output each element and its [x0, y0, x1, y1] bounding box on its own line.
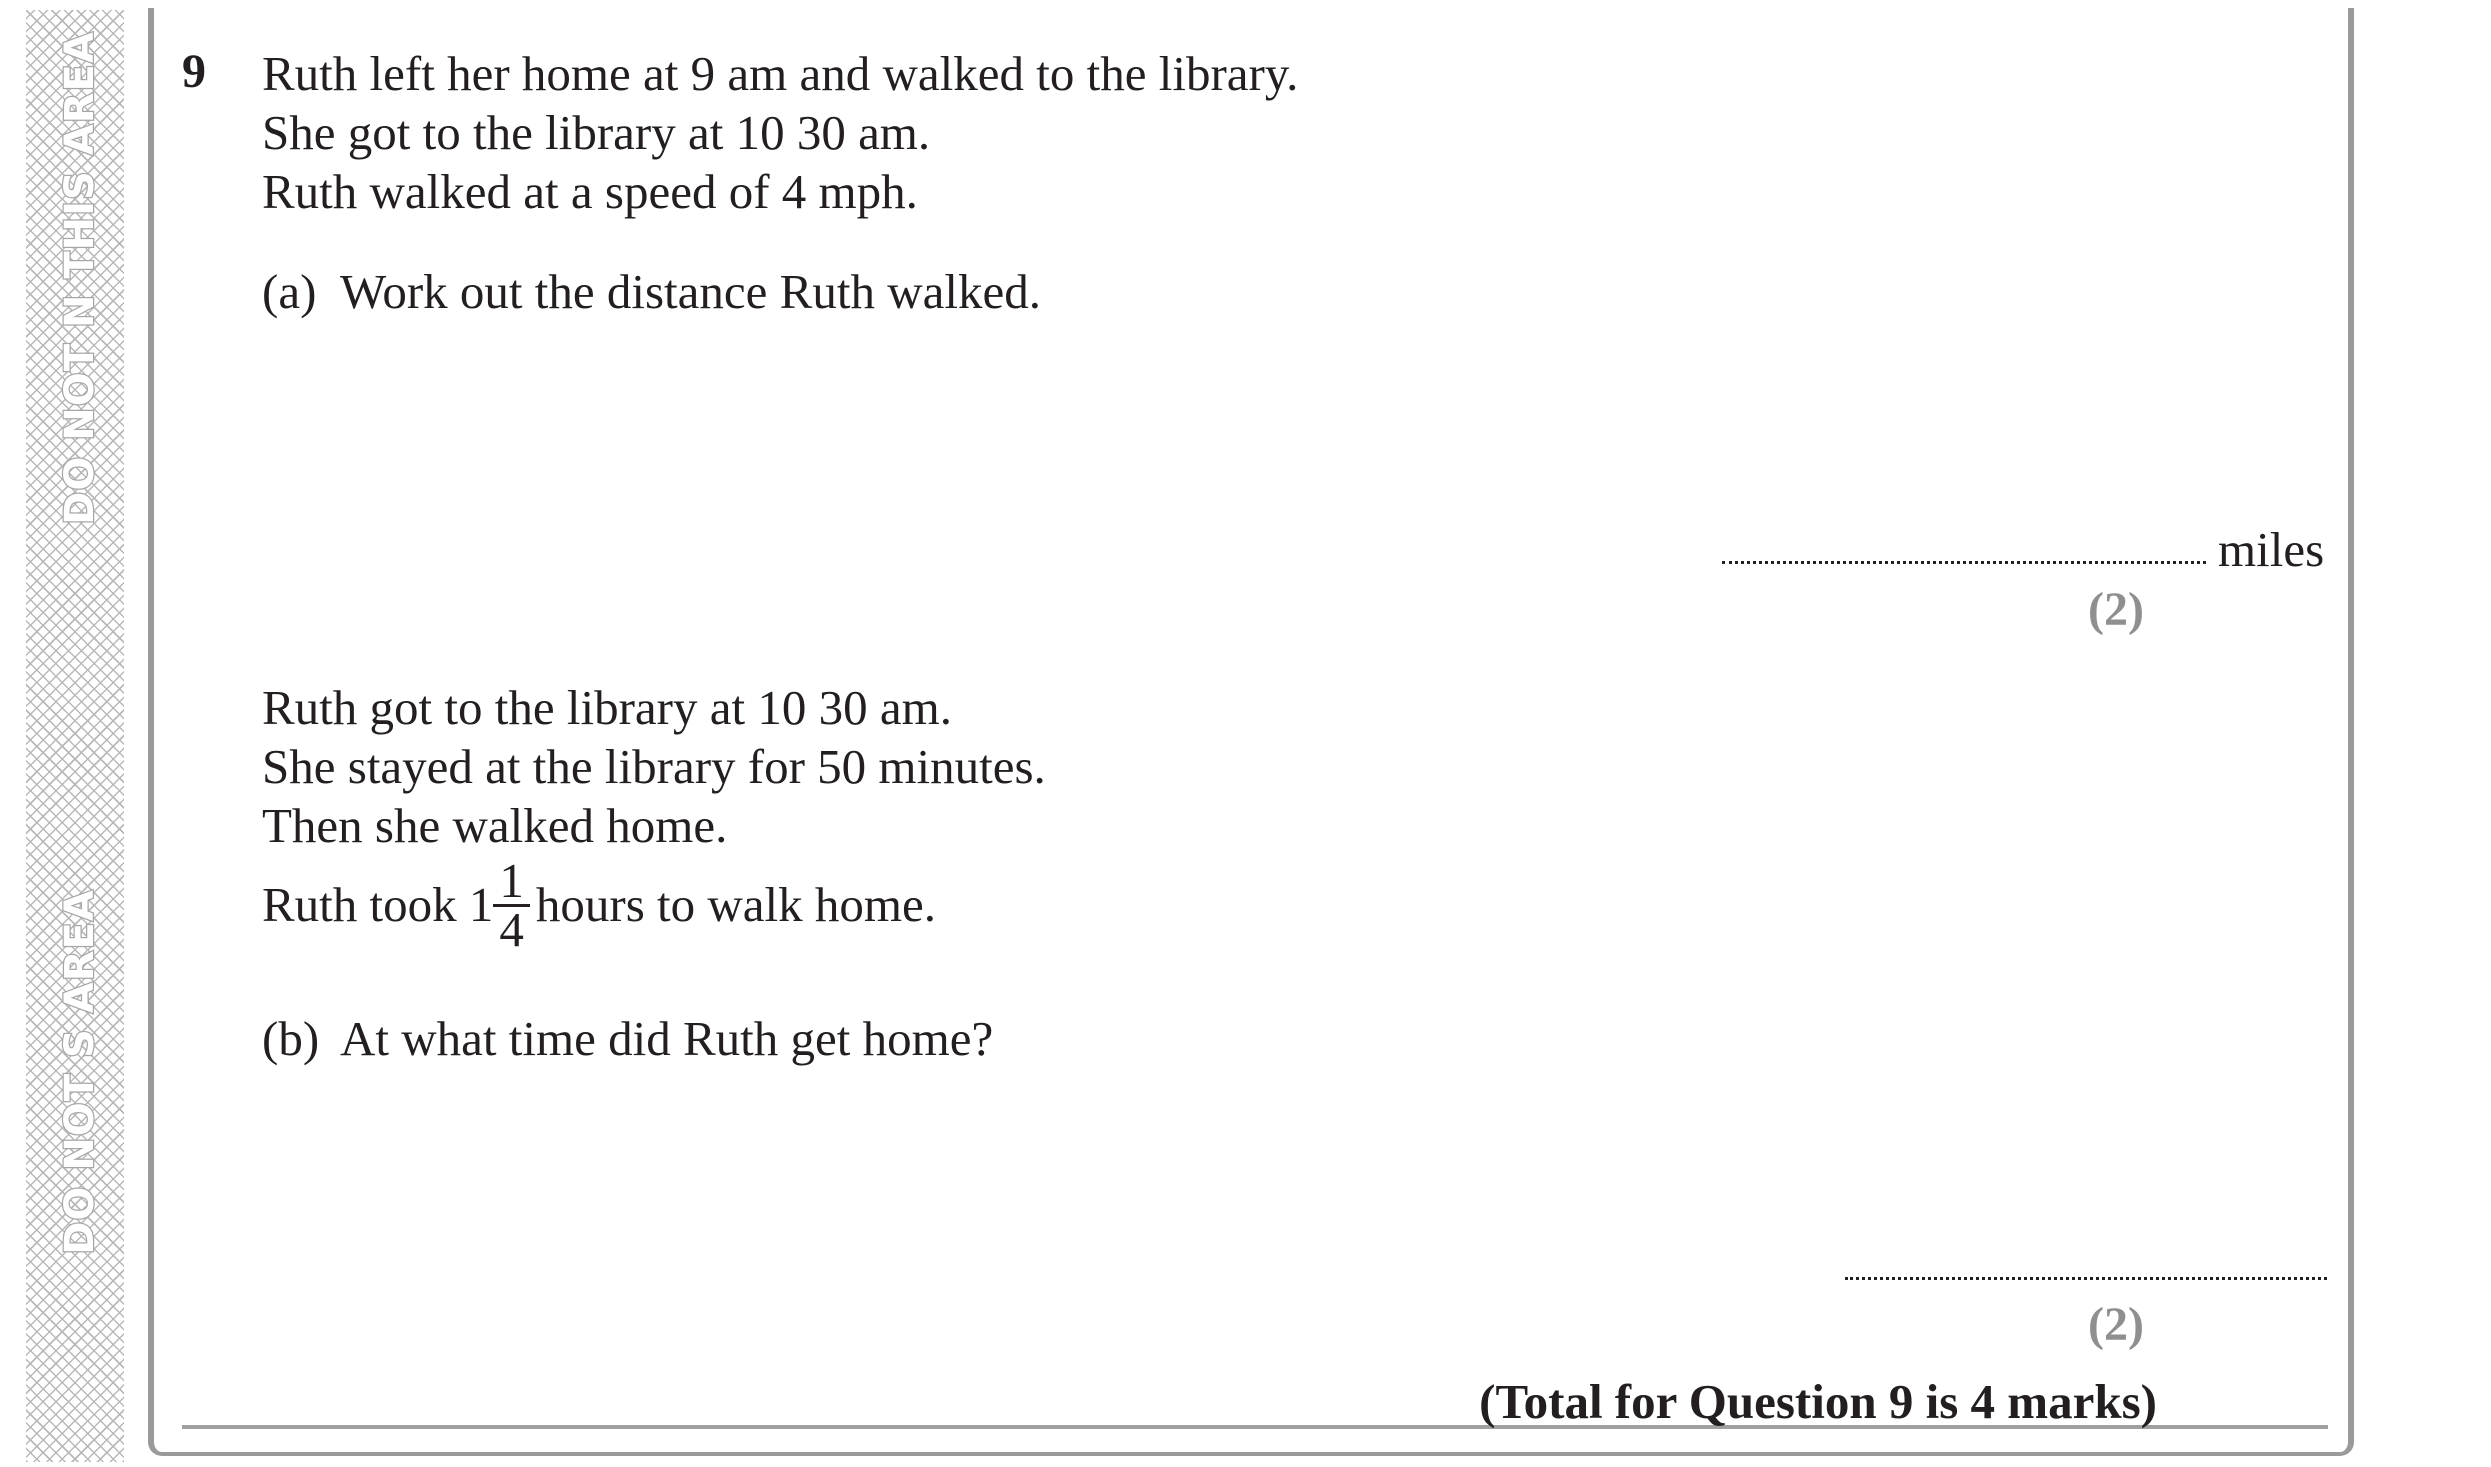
mid-line-2: She stayed at the library for 50 minutes. — [262, 739, 1046, 794]
part-b-answer-line[interactable] — [1845, 1277, 2327, 1280]
duration-suffix: hours to walk home. — [535, 877, 937, 932]
part-b-prompt: At what time did Ruth get home? — [340, 1011, 994, 1066]
fraction-numerator: 1 — [493, 858, 530, 907]
part-b-marks: (2) — [2088, 1298, 2144, 1351]
question-total: (Total for Question 9 is 4 marks) — [1479, 1374, 2157, 1429]
part-b-question — [262, 1009, 993, 1069]
part-a-units: miles — [2218, 522, 2325, 577]
fraction-denominator: 4 — [499, 902, 524, 958]
duration-prefix: Ruth took 1 — [262, 877, 494, 932]
mid-line-1: Ruth got to the library at 10 30 am. — [262, 680, 952, 735]
duration-line — [262, 855, 936, 957]
part-a-label: (a) — [262, 264, 317, 319]
question-number: 9 — [182, 45, 206, 98]
part-a-marks: (2) — [2088, 583, 2144, 636]
intro-line-3: Ruth walked at a speed of 4 mph. — [262, 164, 918, 219]
intro-line-2: She got to the library at 10 30 am. — [262, 105, 931, 160]
margin-warning-bottom: DO NOT S AREA — [57, 889, 103, 1255]
intro-line-1: Ruth left her home at 9 am and walked to the library. — [262, 46, 1299, 101]
part-a-question — [262, 262, 1041, 322]
part-b-label: (b) — [262, 1011, 320, 1066]
part-a-answer-line[interactable] — [1722, 561, 2206, 564]
fraction-one-quarter — [493, 853, 530, 958]
margin-warning-top: DO NOT N THIS AREA — [57, 31, 103, 525]
mid-line-3: Then she walked home. — [262, 798, 728, 853]
part-a-prompt: Work out the distance Ruth walked. — [340, 264, 1041, 319]
